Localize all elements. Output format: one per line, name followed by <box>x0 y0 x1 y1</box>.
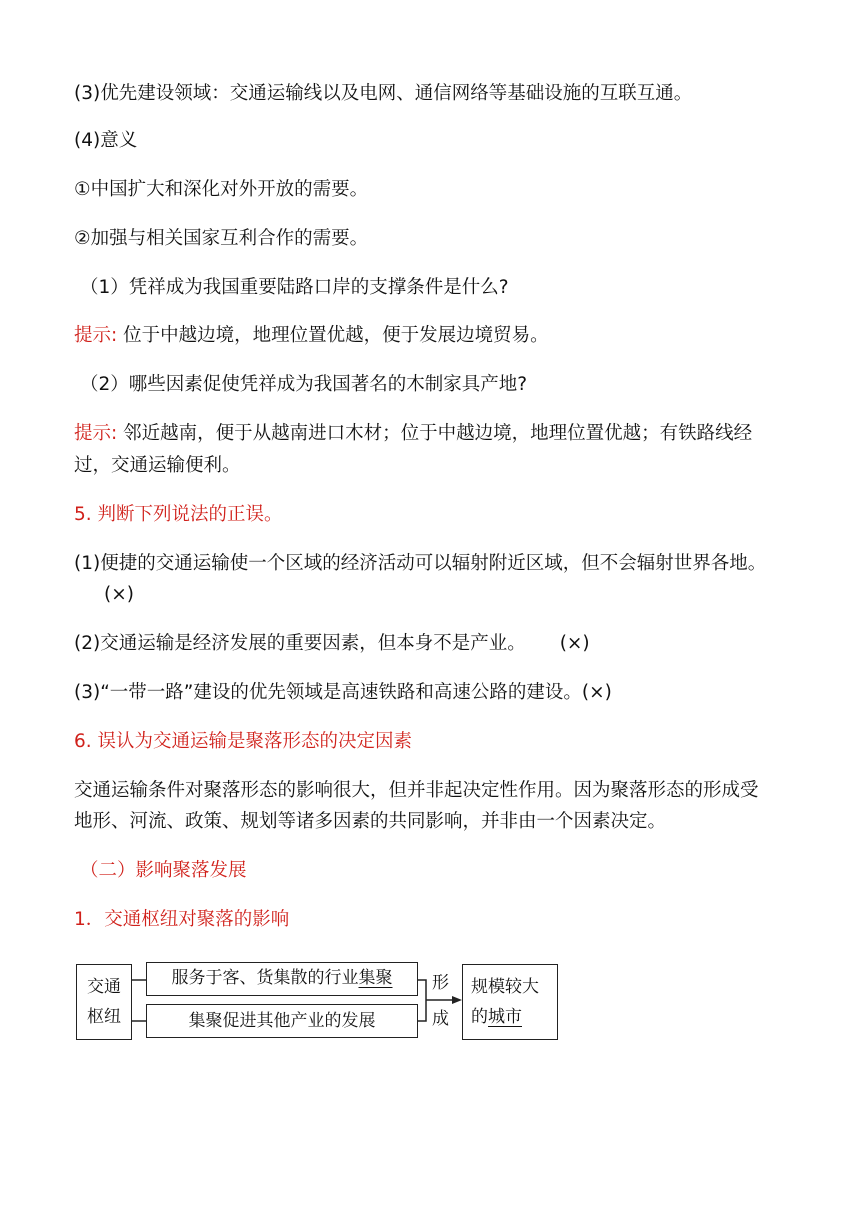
section-6-paragraph-line1: 交通运输条件对聚落形态的影响很大，但并非起决定性作用。因为聚落形态的形成受 <box>74 780 759 801</box>
section-6-paragraph-line2: 地形、河流、政策、规划等诸多因素的共同影响，并非由一个因素决定。 <box>74 811 667 832</box>
agglomeration-text: 集聚 <box>358 968 393 988</box>
result-line1: 规模较大 <box>471 977 539 997</box>
judgment-1-mark: (×) <box>104 584 134 605</box>
judgment-3: (3)“一带一路”建设的优先领域是高速铁路和高速公路的建设。(×) <box>74 682 612 703</box>
city-text: 城市 <box>488 1007 522 1027</box>
answer-2-text-line2: 过，交通运输便利。 <box>74 455 241 476</box>
result-prefix: 的 <box>471 1007 488 1027</box>
service-industry-box <box>146 962 418 996</box>
answer-1-text: 位于中越边境，地理位置优越，便于发展边境贸易。 <box>123 325 549 346</box>
result-line2 <box>471 1002 557 1032</box>
form-label-2: 成 <box>432 1009 449 1029</box>
answer-1 <box>74 320 824 352</box>
answer-2-text-line1: 邻近越南，便于从越南进口木材；位于中越边境，地理位置优越；有铁路线经 <box>123 423 753 444</box>
transport-hub-diagram <box>74 960 564 1044</box>
service-industry-text: 服务于客、货集散的行业 <box>171 968 359 988</box>
other-industries-box: 集聚促进其他产业的发展 <box>146 1004 418 1038</box>
significance-item-1: ①中国扩大和深化对外开放的需要。 <box>74 179 369 200</box>
question-1: （1）凭祥成为我国重要陆路口岸的支撑条件是什么? <box>80 277 509 298</box>
judgment-2-text: (2)交通运输是经济发展的重要因素，但本身不是产业。 <box>74 633 526 654</box>
priority-areas-line: (3)优先建设领域：交通运输线以及电网、通信网络等基础设施的互联互通。 <box>74 83 693 104</box>
hub-label-line1: 交通 <box>87 977 121 997</box>
subsection-1-heading: 1．交通枢纽对聚落的影响 <box>74 909 290 930</box>
answer-2 <box>74 418 824 450</box>
question-2: （2）哪些因素促使凭祥成为我国著名的木制家具产地? <box>80 374 528 395</box>
form-label-1: 形 <box>432 973 449 993</box>
larger-city-box <box>462 964 558 1040</box>
transport-hub-box <box>76 964 132 1040</box>
hint-label: 提示: <box>74 423 118 444</box>
judgment-1: (1)便捷的交通运输使一个区域的经济活动可以辐射附近区域，但不会辐射世界各地。 <box>74 553 767 574</box>
judgment-2 <box>74 628 824 660</box>
significance-item-2: ②加强与相关国家互利合作的需要。 <box>74 228 369 249</box>
hint-label: 提示: <box>74 325 118 346</box>
section-6-heading: 6. 误认为交通运输是聚落形态的决定因素 <box>74 731 413 752</box>
hub-label-line2: 枢纽 <box>87 1007 121 1027</box>
significance-heading: (4)意义 <box>74 130 138 151</box>
judgment-2-mark: (×) <box>559 633 590 654</box>
section-5-heading: 5. 判断下列说法的正误。 <box>74 504 283 525</box>
section-2-heading: （二）影响聚落发展 <box>80 860 247 881</box>
